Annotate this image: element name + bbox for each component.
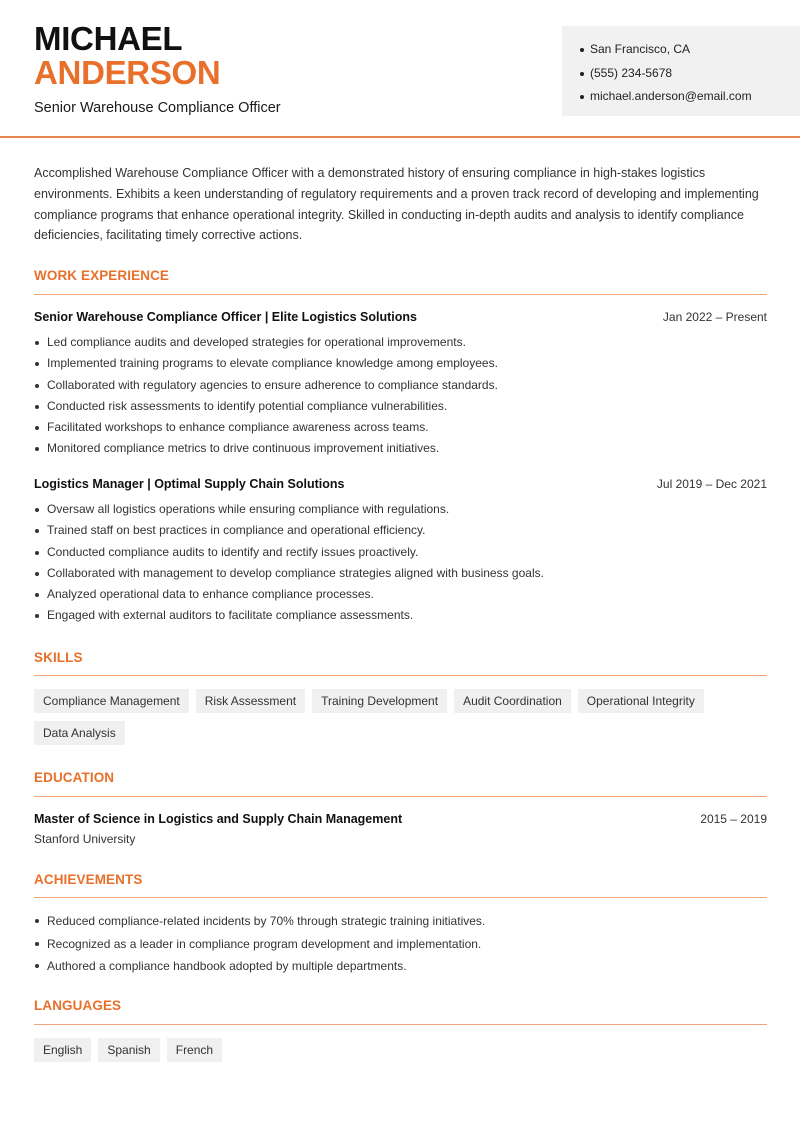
first-name: MICHAEL — [34, 20, 183, 57]
achievement-bullets — [34, 910, 485, 978]
skills-tags — [34, 689, 774, 745]
section-divider — [34, 1024, 767, 1025]
list-item: Facilitated workshops to enhance compliance awareness across teams. — [34, 417, 498, 438]
language-tag: Spanish — [98, 1038, 159, 1062]
job-role: Logistics Manager | Optimal Supply Chain Solutions — [34, 477, 345, 491]
summary-paragraph: Accomplished Warehouse Compliance Officer with a demonstrated history of ensuring compliance in high-stakes logistics environments. Exhibits a keen understanding of regulatory requirements and a proven track record of developing and implementing compliance programs that enhance operational integrity. Skilled in conducting in-depth audits and analysis to identify compliance deficiencies, facilitating timely corrective actions. — [34, 166, 759, 243]
skill-tag: Compliance Management — [34, 689, 189, 713]
language-tag: English — [34, 1038, 91, 1062]
section-divider — [34, 897, 767, 898]
list-item: Conducted risk assessments to identify potential compliance vulnerabilities. — [34, 396, 498, 417]
section-title-education: EDUCATION — [34, 770, 115, 785]
job-header — [34, 310, 767, 324]
skill-tag: Training Development — [312, 689, 447, 713]
contact-phone: (555) 234-5678 — [580, 62, 752, 86]
skill-tag: Risk Assessment — [196, 689, 305, 713]
job-role: Senior Warehouse Compliance Officer | Elite Logistics Solutions — [34, 310, 417, 324]
job-bullets — [34, 332, 498, 460]
list-item: Collaborated with regulatory agencies to ensure adherence to compliance standards. — [34, 375, 498, 396]
language-tag: French — [167, 1038, 222, 1062]
list-item: Engaged with external auditors to facilitate compliance assessments. — [34, 605, 544, 626]
job-bullets — [34, 499, 544, 627]
list-item: Recognized as a leader in compliance program development and implementation. — [34, 933, 485, 956]
list-item: Trained staff on best practices in compliance and operational efficiency. — [34, 520, 544, 541]
section-divider — [34, 675, 767, 676]
list-item: Conducted compliance audits to identify and rectify issues proactively. — [34, 542, 544, 563]
job-header — [34, 477, 767, 491]
list-item: Oversaw all logistics operations while ensuring compliance with regulations. — [34, 499, 544, 520]
section-title-skills: SKILLS — [34, 650, 83, 665]
job-title: Senior Warehouse Compliance Officer — [34, 100, 281, 116]
section-divider — [34, 294, 767, 295]
skill-tag: Operational Integrity — [578, 689, 704, 713]
language-tags — [34, 1038, 774, 1062]
education-school: Stanford University — [34, 832, 136, 846]
skill-tag: Data Analysis — [34, 721, 125, 745]
section-title-languages: LANGUAGES — [34, 998, 122, 1013]
list-item: Led compliance audits and developed strategies for operational improvements. — [34, 332, 498, 353]
list-item: Collaborated with management to develop compliance strategies aligned with business goals. — [34, 563, 544, 584]
list-item: Authored a compliance handbook adopted by multiple departments. — [34, 955, 485, 978]
candidate-name — [34, 22, 220, 90]
section-title-achievements: ACHIEVEMENTS — [34, 872, 143, 887]
section-divider — [34, 796, 767, 797]
job-dates: Jan 2022 – Present — [662, 310, 767, 324]
last-name: ANDERSON — [34, 54, 221, 91]
list-item: Analyzed operational data to enhance compliance processes. — [34, 584, 544, 605]
section-title-work: WORK EXPERIENCE — [34, 268, 170, 283]
contact-location: San Francisco, CA — [580, 38, 752, 62]
resume-header — [0, 0, 800, 138]
education-degree: Master of Science in Logistics and Supply Chain Management — [34, 812, 403, 826]
job-dates: Jul 2019 – Dec 2021 — [656, 477, 767, 491]
list-item: Implemented training programs to elevate compliance knowledge among employees. — [34, 353, 498, 374]
education-dates: 2015 – 2019 — [700, 812, 767, 826]
list-item: Reduced compliance-related incidents by 70% through strategic training initiatives. — [34, 910, 485, 933]
list-item: Monitored compliance metrics to drive continuous improvement initiatives. — [34, 438, 498, 459]
contact-box — [562, 26, 800, 116]
contact-email[interactable]: michael.anderson@email.com — [580, 85, 752, 109]
skill-tag: Audit Coordination — [454, 689, 571, 713]
